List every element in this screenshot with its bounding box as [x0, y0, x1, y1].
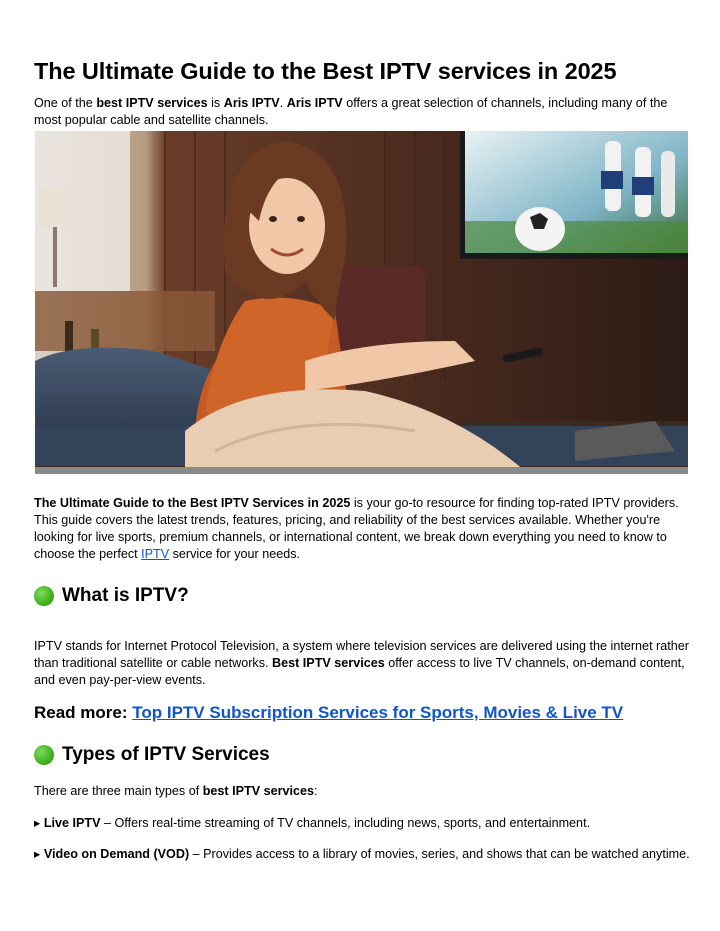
- types-heading-text: Types of IPTV Services: [62, 744, 270, 765]
- list-item-text: – Offers real-time streaming of TV channels, including news, sports, and entertainment.: [100, 816, 591, 830]
- guide-text-2: service for your needs.: [169, 547, 301, 561]
- list-item-vod: [34, 846, 690, 863]
- page-title: The Ultimate Guide to the Best IPTV services in 2025: [34, 58, 617, 84]
- what-bold: Best IPTV services: [272, 656, 385, 670]
- types-text-1: There are three main types of: [34, 784, 203, 798]
- iptv-link[interactable]: IPTV: [141, 547, 170, 561]
- intro-bold-1: best IPTV services: [96, 96, 208, 110]
- guide-text-1: is your go-to resource for finding top-rated IPTV providers. This guide covers the latest trends, features, pricing, and reliability of the best services available. Whether you're looking for live sports, premium channels, or international content, we break down everything you need to know to choose the perfect: [34, 496, 679, 561]
- green-circle-icon: [34, 586, 54, 606]
- types-bold: best IPTV services: [202, 784, 315, 798]
- read-more-line: [34, 703, 623, 723]
- list-item-live-iptv: [34, 815, 690, 832]
- types-text-2: :: [314, 784, 318, 798]
- list-item-label: Video on Demand (VOD): [43, 847, 190, 861]
- types-heading: [34, 744, 270, 766]
- intro-text-2: is: [207, 96, 224, 110]
- guide-bold: The Ultimate Guide to the Best IPTV Services in 2025: [34, 496, 351, 510]
- read-more-link[interactable]: Top IPTV Subscription Services for Sports, Movies & Live TV: [132, 703, 624, 722]
- triangle-bullet-icon: ▸: [34, 816, 44, 830]
- what-is-iptv-heading: [34, 585, 189, 607]
- intro-text-3: .: [279, 96, 287, 110]
- what-paragraph: [34, 638, 690, 689]
- intro-text-4: offers a great selection of channels, including many of the most popular cable and satellite channels.: [34, 96, 668, 127]
- read-more-label: Read more:: [34, 703, 133, 722]
- what-text-2: offer access to live TV channels, on-demand content, and even pay-per-view events.: [34, 656, 685, 687]
- what-text-1: IPTV stands for Internet Protocol Television, a system where television services are delivered using the internet rather than traditional satellite or cable networks.: [34, 639, 689, 670]
- intro-bold-2: Aris IPTV: [223, 96, 280, 110]
- list-item-label: Live IPTV: [43, 816, 101, 830]
- green-circle-icon: [34, 745, 54, 765]
- types-intro: [34, 783, 690, 800]
- intro-paragraph: [34, 95, 690, 129]
- list-item-text: – Provides access to a library of movies, series, and shows that can be watched anytime.: [189, 847, 690, 861]
- intro-text-1: One of the: [34, 96, 97, 110]
- intro-bold-3: Aris IPTV: [286, 96, 343, 110]
- triangle-bullet-icon: ▸: [34, 847, 44, 861]
- woman-watching-tv-image: [35, 131, 688, 474]
- guide-paragraph: [34, 495, 690, 563]
- what-heading-text: What is IPTV?: [62, 585, 189, 606]
- hero-illustration: [35, 131, 688, 474]
